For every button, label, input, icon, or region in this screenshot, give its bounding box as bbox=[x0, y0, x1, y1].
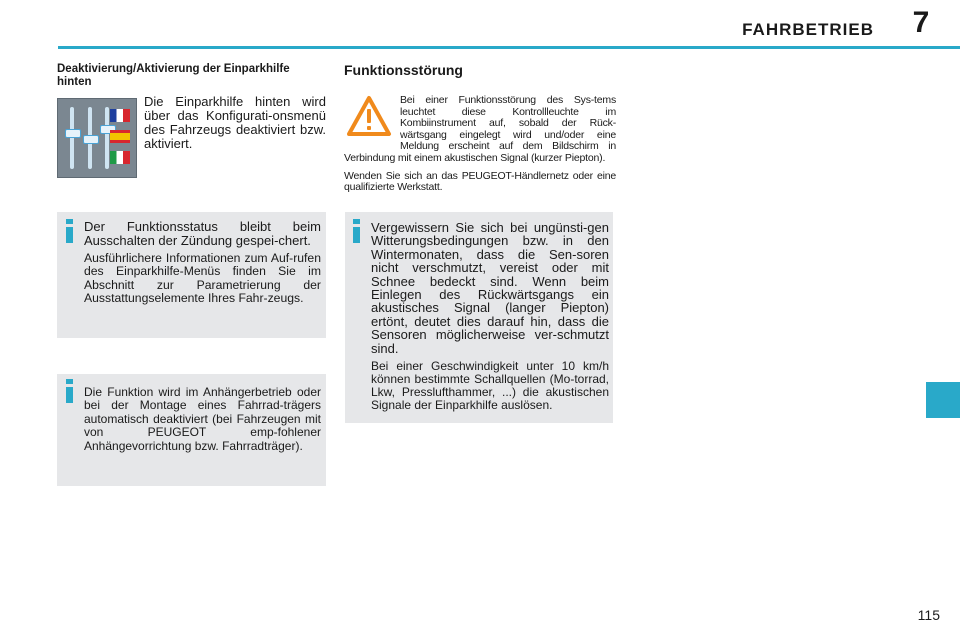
intro-text: Die Einparkhilfe hinten wird über das Konfigurati-onsmenü des Fahrzeugs deaktiviert bzw. aktiviert. bbox=[144, 94, 326, 151]
chapter-side-tab bbox=[926, 382, 960, 418]
info-box-status-text bbox=[84, 220, 321, 310]
chapter-title: FAHRBETRIEB bbox=[742, 20, 874, 39]
info-icon bbox=[66, 219, 74, 245]
flag-usa-icon bbox=[110, 130, 130, 143]
malfunction-paragraph: Wenden Sie sich an das PEUGEOT-Händlernetz oder eine qualifizierte Werkstatt. bbox=[344, 169, 616, 194]
info-box-trailer-paragraph: Die Funktion wird im Anhängerbetrieb oder bei der Montage eines Fahrrad-trägers automatisch deaktiviert (bei Fahrzeugen mit von PEUGEOT emp-fohlener Anhängevorrichtung bzw. Fahrradträger). bbox=[84, 385, 321, 453]
info-icon bbox=[66, 379, 74, 405]
info-box-status-paragraph: Der Funktionsstatus bleibt beim Ausschalten der Zündung gespei-chert. bbox=[84, 219, 321, 248]
info-box-sensors-paragraph: Vergewissern Sie sich bei ungünsti-gen Witterungsbedingungen bzw. in den Wintermonaten, dass die Sen-soren nicht verschmutzt, vereist oder mit Schnee bedeckt sind. Wenn beim Einlegen des Rückwärtsgangs ein akustisches Signal (langer Piepton) ertönt, deutet dies darauf hin, dass die Sensoren möglicherweise ver-schmutzt sind. bbox=[371, 220, 609, 356]
header-rule bbox=[58, 46, 960, 49]
slider-knob bbox=[83, 135, 99, 144]
slider-track bbox=[70, 107, 74, 169]
info-box-trailer-text bbox=[84, 386, 321, 458]
flag-italy-icon bbox=[110, 151, 130, 164]
section-heading-parking-aid: Deaktivierung/Aktivierung der Einparkhilfe hinten bbox=[57, 63, 290, 88]
slider-knob bbox=[65, 129, 81, 138]
chapter-number: 7 bbox=[912, 6, 930, 39]
slider-track bbox=[105, 107, 109, 169]
info-box-sensors-paragraph: Bei einer Geschwindigkeit unter 10 km/h können bestimmte Schallquellen (Mo-torrad, Lkw, Presslufthammer, ...) die akustischen Signale der Einparkhilfe auslösen. bbox=[371, 359, 609, 413]
malfunction-paragraph: Bei einer Funktionsstörung des Sys-tems leuchtet diese Kontrollleuchte im Kombiinstrument auf, sobald der Rück-wärtsgang eingelegt wird und/oder eine Meldung erscheint auf dem Bildschirm in Verbindung mit einem akustischen Signal (kurzer Piepton). bbox=[344, 94, 616, 164]
info-icon bbox=[353, 219, 361, 245]
info-box-sensors-text bbox=[371, 221, 609, 417]
page-number: 115 bbox=[917, 607, 940, 623]
configuration-menu-image bbox=[57, 98, 137, 178]
info-box-status-paragraph: Ausführlichere Informationen zum Auf-rufen des Einparkhilfe-Menüs finden Sie im Abschnitt zur Parametrierung der Ausstattungselemente Ihres Fahr-zeugs. bbox=[84, 251, 321, 305]
malfunction-text bbox=[344, 95, 616, 200]
flag-france-icon bbox=[110, 109, 130, 122]
section-heading-malfunction: Funktionsstörung bbox=[344, 62, 463, 78]
